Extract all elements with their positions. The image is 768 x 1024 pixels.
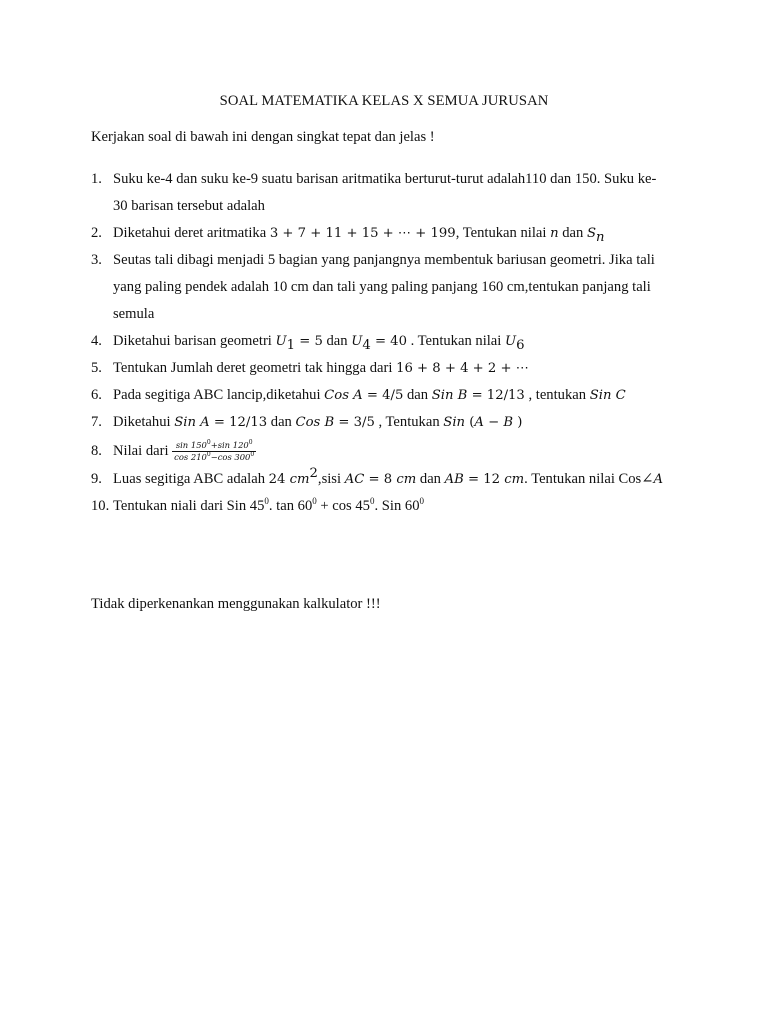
question-text: ,sisi (317, 471, 345, 487)
math-variable: cm (396, 472, 417, 487)
question-9 (91, 466, 691, 493)
question-text-line (113, 466, 691, 493)
question-text-line: Seutas tali dibagi menjadi 5 bagian yang panjangnya membentuk bariusan geometri. Jika tali (113, 252, 655, 268)
question-number: 8. (91, 443, 102, 459)
question-number: 1. (91, 171, 102, 187)
question-number: 9. (91, 471, 102, 487)
question-text: + cos 45 (316, 498, 370, 514)
question-text: . Tentukan nilai Cos∠ (524, 471, 654, 487)
question-1 (91, 166, 691, 220)
question-8 (91, 436, 691, 466)
math-subscript: 6 (516, 337, 525, 353)
superscript: 0 (264, 496, 269, 507)
math-expression: 16 + 8 + 4 + 2 + ⋯ (396, 361, 529, 376)
math-expression: = 5 (295, 334, 323, 349)
question-text-line (113, 436, 691, 466)
math-variable: AB (444, 472, 464, 487)
question-text: dan (416, 471, 445, 487)
document-title: SOAL MATEMATIKA KELAS X SEMUA JURUSAN (219, 93, 549, 109)
question-text-line: semula (113, 306, 155, 322)
question-2 (91, 220, 691, 247)
question-number: 6. (91, 387, 102, 403)
math-expression: = 4/5 (362, 388, 404, 403)
question-text: Diketahui barisan geometri (113, 333, 276, 349)
math-expression: ) (513, 415, 523, 430)
math-fraction (172, 440, 256, 463)
math-variable: U (351, 334, 363, 349)
math-subscript: 4 (362, 337, 371, 353)
math-expression: Cos A (324, 388, 363, 403)
question-5 (91, 355, 691, 382)
math-expression: 24 (268, 472, 290, 487)
question-number: 2. (91, 225, 102, 241)
question-number: 10. (91, 498, 110, 514)
question-7 (91, 409, 691, 436)
footer-note: Tidak diperkenankan menggunakan kalkulator !!! (91, 596, 381, 612)
question-4 (91, 328, 691, 355)
math-expression: = 12/13 (209, 415, 268, 430)
question-text: Luas segitiga ABC adalah (113, 471, 269, 487)
math-expression: Sin A (174, 415, 210, 430)
question-number: 5. (91, 360, 102, 376)
math-expression: = 12/13 (467, 388, 525, 403)
math-superscript: 0 (248, 439, 253, 447)
question-10 (91, 493, 691, 520)
question-text: . Sin 60 (374, 498, 420, 514)
question-text: . tan 60 (268, 498, 313, 514)
superscript: 0 (419, 496, 424, 507)
question-text-line (113, 382, 691, 409)
fraction-denominator (172, 452, 256, 463)
math-variable: cm (504, 472, 525, 487)
math-expression: = 8 (364, 472, 397, 487)
math-superscript: 0 (206, 439, 211, 447)
question-text: Tentukan Jumlah deret geometri tak hingga dari (113, 360, 397, 376)
math-expression: sin 150 (175, 440, 207, 451)
math-superscript: 0 (206, 451, 211, 459)
question-text: Tentukan niali dari Sin 45 (113, 498, 265, 514)
math-expression: Sin C (589, 388, 626, 403)
math-variable: cm (289, 472, 310, 487)
question-text: Diketahui (113, 414, 175, 430)
question-text: dan (558, 225, 587, 241)
math-variable: A (653, 472, 663, 487)
question-list (91, 166, 691, 520)
question-text: . Tentukan nilai (406, 333, 505, 349)
math-expression: 3 + 7 + 11 + 15 + ⋯ + 199 (269, 226, 456, 241)
question-text: dan (403, 387, 432, 403)
question-text: , Tentukan nilai (455, 225, 551, 241)
question-text-line (113, 328, 691, 355)
instruction-text: Kerjakan soal di bawah ini dengan singkat tepat dan jelas ! (91, 129, 435, 145)
question-text-line (113, 409, 691, 436)
question-text: Diketahui deret aritmatika (113, 225, 270, 241)
question-text: , Tentukan (374, 414, 444, 430)
question-text-line (113, 493, 691, 520)
question-text: dan (322, 333, 352, 349)
math-variable: B (503, 415, 514, 430)
math-subscript: 1 (286, 337, 296, 353)
math-expression: − (483, 415, 504, 430)
question-number: 7. (91, 414, 102, 430)
math-expression: cos 210 (174, 452, 207, 463)
math-expression: = 3/5 (334, 415, 375, 430)
math-superscript: 0 (250, 451, 255, 459)
math-superscript: 2 (309, 466, 318, 482)
question-text: Pada segitiga ABC lancip,diketahui (113, 387, 325, 403)
math-expression: ( (465, 415, 475, 430)
math-expression: = 40 (370, 334, 407, 349)
math-expression: Sin (443, 415, 466, 430)
math-expression: Sin B (431, 388, 468, 403)
math-variable: A (474, 415, 484, 430)
superscript: 0 (312, 496, 317, 507)
fraction-numerator (172, 440, 256, 452)
math-expression: +sin 120 (210, 440, 249, 451)
math-variable: S (586, 226, 596, 241)
question-number: 3. (91, 252, 102, 268)
question-text-line: Suku ke-4 dan suku ke-9 suatu barisan aritmatika berturut-turut adalah110 dan 150. Suku ke- (113, 171, 657, 187)
question-3 (91, 247, 691, 328)
math-variable: n (550, 226, 559, 241)
question-text: , tentukan (524, 387, 590, 403)
question-6 (91, 382, 691, 409)
question-text-line: yang paling pendek adalah 10 cm dan tali yang paling panjang 160 cm,tentukan panjang tali (113, 279, 651, 295)
question-text: dan (267, 414, 296, 430)
math-variable: AC (344, 472, 365, 487)
math-variable: U (504, 334, 517, 349)
question-text-line (113, 355, 691, 382)
superscript: 0 (369, 496, 375, 507)
question-text: Nilai dari (113, 443, 173, 459)
question-text-line: 30 barisan tersebut adalah (113, 198, 265, 214)
question-text-line (113, 220, 691, 247)
math-expression: Cos B (295, 415, 335, 430)
math-expression: = 12 (463, 472, 505, 487)
math-variable: U (275, 334, 287, 349)
math-subscript: n (596, 229, 605, 245)
math-expression: −cos 300 (210, 452, 251, 463)
question-number: 4. (91, 333, 102, 349)
